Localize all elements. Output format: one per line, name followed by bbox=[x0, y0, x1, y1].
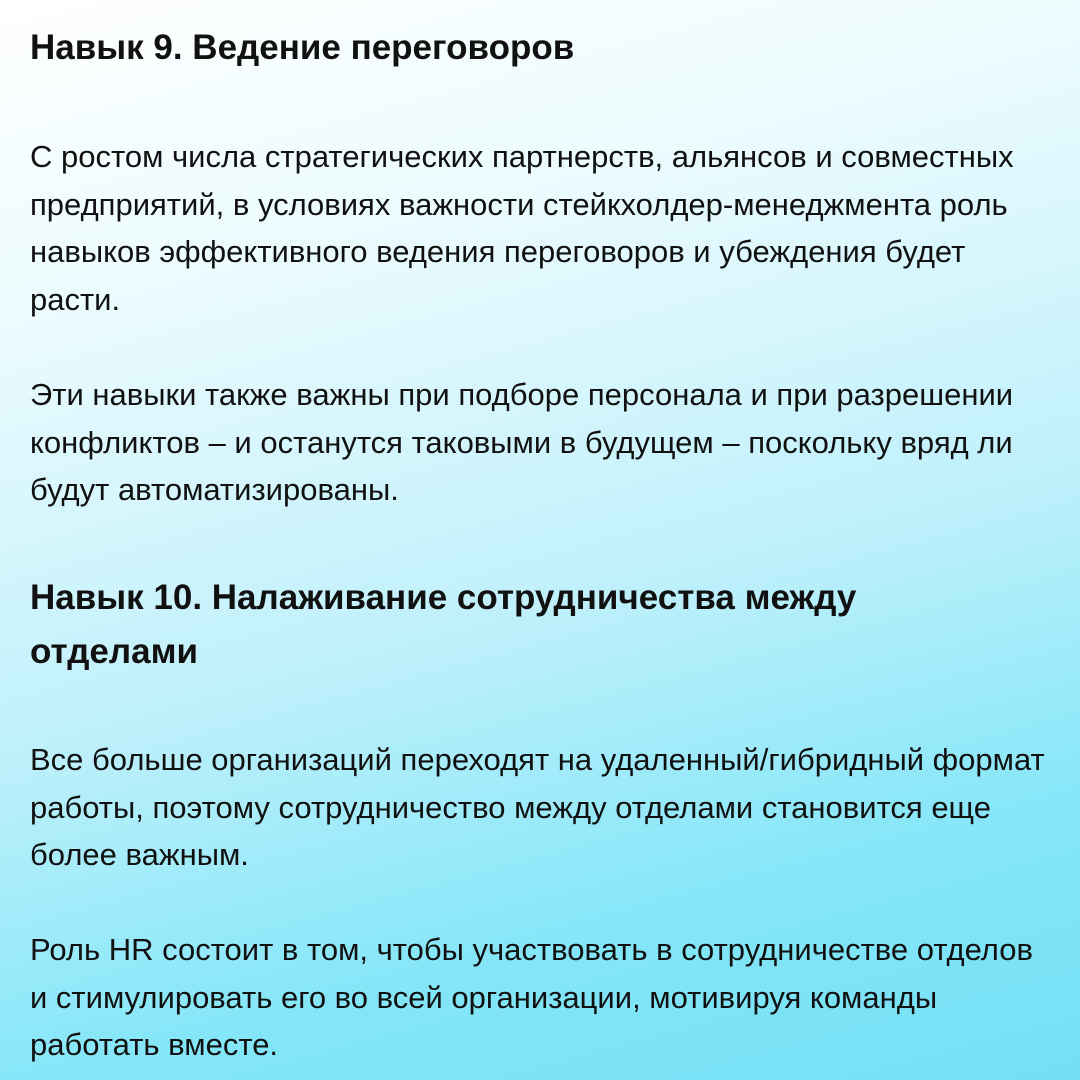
paragraph: Все больше организаций переходят на удаленный/гибридный формат работы, поэтому сотрудничество между отделами становится еще более важным. bbox=[30, 742, 1045, 872]
heading-skill-9: Навык 9. Ведение переговоров bbox=[30, 28, 575, 67]
paragraph: С ростом числа стратегических партнерств, альянсов и совместных предприятий, в условиях важности стейкхолдер-менеджмента роль навыков эффективного ведения переговоров и убеждения будет расти. bbox=[30, 139, 1014, 317]
paragraph: Эти навыки также важны при подборе персонала и при разрешении конфликтов – и останутся таковыми в будущем – поскольку вряд ли будут автоматизированы. bbox=[30, 377, 1014, 507]
heading-skill-10: Навык 10. Налаживание сотрудничества между отделами bbox=[30, 578, 857, 671]
paragraph: Роль HR состоит в том, чтобы участвовать в сотрудничестве отделов и стимулировать его во всей организации, мотивируя команды работать вместе. bbox=[30, 932, 1033, 1062]
